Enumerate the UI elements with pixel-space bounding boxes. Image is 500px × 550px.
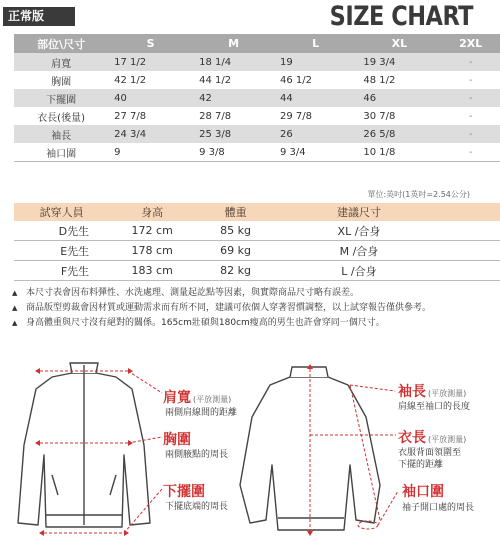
table-cell: - xyxy=(441,53,500,71)
model-weight: 69 kg xyxy=(195,241,276,261)
table-cell: - xyxy=(441,143,500,162)
blank-cell xyxy=(442,221,500,241)
model-size: M /合身 xyxy=(276,241,442,261)
table-row xyxy=(14,89,500,107)
table-cell: 9 3/8 xyxy=(193,143,274,162)
size-chart-title: SIZE CHART xyxy=(329,0,473,32)
length-desc-2: 下擺的距離 xyxy=(398,460,444,470)
table-cell: 27 7/8 xyxy=(108,107,193,125)
model-height: 172 cm xyxy=(109,221,195,241)
table-cell: - xyxy=(441,71,500,89)
model-size: L /合身 xyxy=(276,261,442,281)
sleeve-desc: 肩線至袖口的長度 xyxy=(398,402,471,412)
table-cell: 18 1/4 xyxy=(193,53,274,71)
column-header: 體重 xyxy=(195,203,276,221)
table-row xyxy=(14,261,500,281)
sleeve-note: (平放測量) xyxy=(428,389,467,398)
table-cell: 46 xyxy=(357,89,441,107)
hem-label xyxy=(163,481,205,501)
column-header: 試穿人員 xyxy=(14,203,109,221)
shoulder-label xyxy=(163,387,231,407)
column-header-blank xyxy=(442,203,500,221)
unit-note: 單位:英吋(1英吋=2.54公分) xyxy=(367,190,470,199)
length-label xyxy=(398,427,466,447)
cuff-title: 袖口圍 xyxy=(402,484,444,500)
table-row xyxy=(14,143,500,162)
table-cell: 44 1/2 xyxy=(193,71,274,89)
table-cell: 24 3/4 xyxy=(108,125,193,143)
table-cell: 9 3/4 xyxy=(274,143,357,162)
model-name: F先生 xyxy=(14,261,109,281)
length-title: 衣長 xyxy=(398,430,426,446)
note-item: ▲ 本尺寸表會因布料彈性、水洗處理、測量起訖點等因素，與實際商品尺寸略有誤差。 xyxy=(12,287,492,299)
model-height: 183 cm xyxy=(109,261,195,281)
shoulder-note: (平放測量) xyxy=(193,395,232,404)
column-header: 2XL xyxy=(441,34,500,53)
table-cell: 19 3/4 xyxy=(357,53,441,71)
fit-tag: 正常版 xyxy=(3,7,75,26)
note-item: ▲ 身高體重與尺寸沒有絕對的關係。165cm壯碩與180cm瘦高的男生也許會穿同一個尺寸。 xyxy=(12,317,492,329)
table-cell: 19 xyxy=(274,53,357,71)
table-cell: 42 1/2 xyxy=(108,71,193,89)
column-header: XL xyxy=(357,34,441,53)
model-weight: 82 kg xyxy=(195,261,276,281)
table-row xyxy=(14,107,500,125)
shoulder-desc: 兩側肩線間的距離 xyxy=(165,408,238,418)
sleeve-title: 袖長 xyxy=(398,384,426,400)
size-table-header xyxy=(14,34,500,53)
fitting-table xyxy=(14,203,500,281)
table-cell: 26 xyxy=(274,125,357,143)
chest-title: 胸圍 xyxy=(163,432,191,448)
model-name: D先生 xyxy=(14,221,109,241)
table-cell: 28 7/8 xyxy=(193,107,274,125)
sleeve-label xyxy=(398,381,466,401)
column-header: S xyxy=(108,34,193,53)
hem-desc: 下擺底端的周長 xyxy=(165,502,229,512)
table-cell: 42 xyxy=(193,89,274,107)
table-row xyxy=(14,221,500,241)
column-header: 建議尺寸 xyxy=(276,203,442,221)
row-label: 胸圍 xyxy=(14,71,108,89)
blank-cell xyxy=(442,261,500,281)
row-label: 衣長(後量) xyxy=(14,107,108,125)
table-row xyxy=(14,71,500,89)
row-label: 肩寬 xyxy=(14,53,108,71)
table-cell: 9 xyxy=(108,143,193,162)
table-cell: 30 7/8 xyxy=(357,107,441,125)
length-note: (平放測量) xyxy=(428,435,467,444)
table-cell: 44 xyxy=(274,89,357,107)
model-size: XL /合身 xyxy=(276,221,442,241)
model-name: E先生 xyxy=(14,241,109,261)
table-cell: 40 xyxy=(108,89,193,107)
table-cell: 26 5/8 xyxy=(357,125,441,143)
table-cell: 10 1/8 xyxy=(357,143,441,162)
measurement-diagram xyxy=(0,355,500,550)
table-cell: - xyxy=(441,89,500,107)
cuff-desc: 袖子開口處的周長 xyxy=(402,503,475,513)
length-desc-1: 衣服背面領圍至 xyxy=(398,448,462,458)
column-header: 部位\尺寸 xyxy=(14,34,108,53)
chest-desc: 兩側腋點的周長 xyxy=(165,450,229,460)
size-table xyxy=(14,34,500,162)
table-row xyxy=(14,241,500,261)
shoulder-title: 肩寬 xyxy=(163,390,191,406)
blank-cell xyxy=(442,241,500,261)
column-header: L xyxy=(274,34,357,53)
model-weight: 85 kg xyxy=(195,221,276,241)
model-height: 178 cm xyxy=(109,241,195,261)
column-header: 身高 xyxy=(109,203,195,221)
table-cell: 46 1/2 xyxy=(274,71,357,89)
table-cell: 25 3/8 xyxy=(193,125,274,143)
table-cell: 17 1/2 xyxy=(108,53,193,71)
notes-list xyxy=(12,287,492,332)
column-header: M xyxy=(193,34,274,53)
chest-label xyxy=(163,429,191,449)
cuff-label xyxy=(402,481,444,501)
table-cell: - xyxy=(441,107,500,125)
table-row xyxy=(14,53,500,71)
table-cell: 29 7/8 xyxy=(274,107,357,125)
table-cell: 48 1/2 xyxy=(357,71,441,89)
table-row xyxy=(14,125,500,143)
hem-title: 下擺圍 xyxy=(163,484,205,500)
row-label: 下擺圍 xyxy=(14,89,108,107)
row-label: 袖口圍 xyxy=(14,143,108,162)
fitting-table-header xyxy=(14,203,500,221)
note-item: ▲ 商品版型剪裁會因材質或運動需求而有所不同，建議可依個人穿著習慣調整，以上試穿報告僅供參考。 xyxy=(12,302,492,314)
row-label: 袖長 xyxy=(14,125,108,143)
table-cell: - xyxy=(441,125,500,143)
